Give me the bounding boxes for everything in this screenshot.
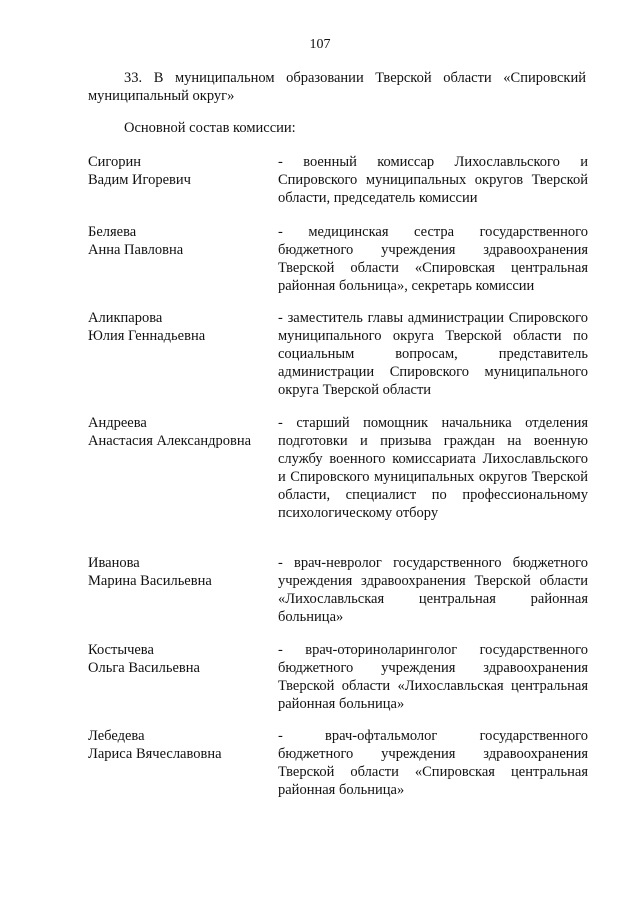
member-name xyxy=(88,153,278,189)
member-name xyxy=(88,309,278,345)
page-number: 107 xyxy=(309,37,331,52)
member-entry xyxy=(88,554,588,641)
section-heading: 33. В муниципальном образовании Тверской области «Спировский муниципальный округ» xyxy=(88,70,586,104)
member-role: - врач-оториноларинголог государственного бюджетного учреждения здравоохранения Тверской области «Лихославльская центральная районная больница» xyxy=(278,642,588,712)
member-entry xyxy=(88,414,588,554)
member-name xyxy=(88,641,278,677)
member-name xyxy=(88,414,278,450)
member-given-names: Ольга Васильевна xyxy=(88,660,200,676)
composition-subheading: Основной состав комиссии: xyxy=(124,120,296,136)
member-surname: Аликпарова xyxy=(88,310,163,326)
member-entry xyxy=(88,641,588,727)
member-role: - военный комиссар Лихославльского и Спировского муниципальных округов Тверской области, председатель комиссии xyxy=(278,154,588,206)
member-given-names: Анна Павловна xyxy=(88,242,184,258)
member-name xyxy=(88,223,278,259)
member-role: - медицинская сестра государственного бюджетного учреждения здравоохранения Тверской области «Спировская центральная районная больница», секретарь комиссии xyxy=(278,224,588,294)
members-list xyxy=(88,153,588,807)
member-entry xyxy=(88,223,588,309)
member-name xyxy=(88,727,278,763)
member-surname: Андреева xyxy=(88,415,147,431)
member-entry xyxy=(88,153,588,223)
member-entry xyxy=(88,309,588,414)
member-role: - заместитель главы администрации Спировского муниципального округа Тверской области по социальным вопросам, представитель администрации Спировского муниципального округа Тверской области xyxy=(278,310,588,398)
member-given-names: Анастасия Александровна xyxy=(88,433,252,449)
member-surname: Иванова xyxy=(88,555,140,571)
member-given-names: Марина Васильевна xyxy=(88,573,212,589)
member-surname: Беляева xyxy=(88,224,137,240)
member-given-names: Юлия Геннадьевна xyxy=(88,328,206,344)
member-surname: Лебедева xyxy=(88,728,145,744)
member-entry xyxy=(88,727,588,807)
member-name xyxy=(88,554,278,590)
member-given-names: Лариса Вячеславовна xyxy=(88,746,222,762)
member-role: - врач-невролог государственного бюджетного учреждения здравоохранения Тверской области «Лихославльская центральная районная больница» xyxy=(278,555,588,625)
member-role: - старший помощник начальника отделения подготовки и призыва граждан на военную службу военного комиссариата Лихославльского и Спировского муниципальных округов Тверской области, специалист по профессиональному психологическому отбору xyxy=(278,415,588,521)
member-surname: Костычева xyxy=(88,642,154,658)
member-role: - врач-офтальмолог государственного бюджетного учреждения здравоохранения Тверской области «Спировская центральная районная больница» xyxy=(278,728,588,798)
member-surname: Сигорин xyxy=(88,154,142,170)
member-given-names: Вадим Игоревич xyxy=(88,172,191,188)
